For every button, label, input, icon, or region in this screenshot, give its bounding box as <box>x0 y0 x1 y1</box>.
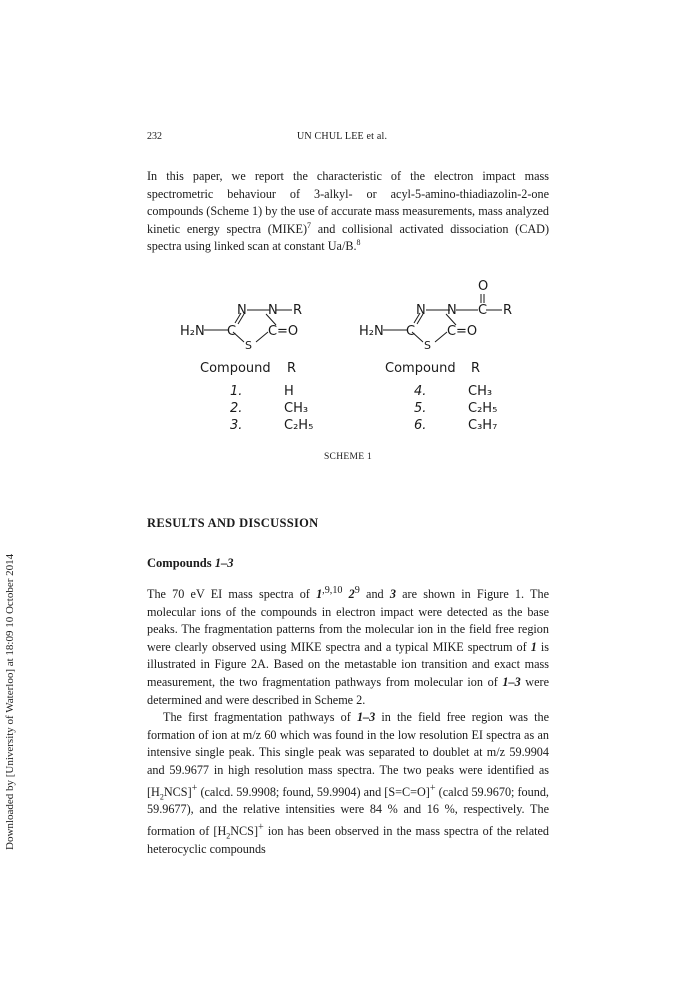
compound-3-id: 3. <box>230 418 243 433</box>
p2-text: The 70 eV EI mass spectra of <box>147 587 317 602</box>
right-amino: H₂N <box>359 324 384 339</box>
p2-text: is illustrated in Figure 2A. Based on the metastable ion transition and exact mass measurement, the two fragmentation pathways from molecular ion of <box>147 639 549 690</box>
download-watermark <box>4 150 18 850</box>
right-ring-r: R <box>503 303 513 318</box>
subheading-label: Compounds <box>147 556 215 570</box>
right-sulfur: S <box>424 339 431 352</box>
compound-ref: 3 <box>389 587 396 602</box>
reference-8: 8 <box>356 238 361 248</box>
compound-5-id: 5. <box>414 401 427 416</box>
scheme-1-structures <box>180 270 540 470</box>
compound-4-id: 4. <box>414 384 427 399</box>
download-watermark-text: Downloaded by [University of Waterloo] at 18:09 10 October 2014 <box>4 553 16 850</box>
left-ring-r: R <box>293 303 303 318</box>
right-carbonyl: =O <box>456 324 478 339</box>
right-ring-n2: N <box>447 303 457 318</box>
running-head: UN CHUL LEE et al. <box>297 131 388 142</box>
citation: 9 <box>354 585 360 596</box>
intro-text-a: In this paper, we report the characteristic of the electron impact mass spectrometric behaviour of 3-alkyl- or acyl-5-amino-thiadiazolin-2-one compounds (Scheme 1) by the use of accurate mass measurements, mass analyzed kinetic energy spectra (MIKE) <box>147 169 549 236</box>
subscript: 2 <box>159 792 164 802</box>
left-ring-n2: N <box>268 303 278 318</box>
compound-ref: 1 <box>316 587 323 602</box>
left-col-r: R <box>287 361 297 376</box>
left-sulfur: S <box>245 339 252 352</box>
compound-ref: 1–3 <box>356 710 376 725</box>
right-c-left: C <box>406 324 416 339</box>
citation: ,9,10 <box>322 585 343 596</box>
compound-ref: 1 <box>530 639 537 654</box>
left-amino: H₂N <box>180 324 205 339</box>
p2-text: were determined and were described in Scheme 2. <box>147 675 549 707</box>
scheme-caption: SCHEME 1 <box>323 452 373 462</box>
paragraph-fragmentation <box>147 709 549 858</box>
paragraph-spectra <box>147 582 549 709</box>
left-col-compound: Compound <box>200 361 271 376</box>
p3-text: NCS] <box>230 823 259 838</box>
charge: + <box>191 782 198 794</box>
compound-1-id: 1. <box>230 384 243 399</box>
p3-text: ion has been observed in the mass spectra of the related heterocyclic compounds <box>147 823 549 856</box>
compound-6-id: 6. <box>414 418 427 433</box>
results-body <box>147 582 549 858</box>
p2-text: are shown in Figure 1. The molecular ions of the compounds in electron impact were detected as the base peaks. The fragmentation patterns from the molecular ion in the field free region were clearly observed using MIKE spectra and a typical MIKE spectrum of <box>147 587 549 654</box>
compound-ref: 2 <box>348 587 355 602</box>
page-number: 232 <box>147 131 162 142</box>
charge: + <box>429 782 436 794</box>
p3-text: NCS] <box>163 784 192 799</box>
right-col-r: R <box>471 361 481 376</box>
p3-text: (calcd 59.9670; found, 59.9677), and the relative intensities were 84 % and 16 %, respectively. The formation of [H <box>147 784 549 838</box>
left-c-right: C <box>268 324 278 339</box>
compound-4-r: CH₃ <box>468 384 493 399</box>
intro-text-b: and collisional activated dissociation (CAD) spectra using linked scan at constant Ua/B. <box>147 221 549 254</box>
scheme-svg <box>180 270 540 450</box>
right-acyl-c: C <box>478 303 488 318</box>
page-header <box>147 131 547 145</box>
left-c-left: C <box>227 324 237 339</box>
p2-text: and <box>359 587 390 602</box>
compound-5-r: C₂H₅ <box>468 401 498 416</box>
compound-6-r: C₃H₇ <box>468 418 498 433</box>
charge: + <box>258 821 264 833</box>
right-col-compound: Compound <box>385 361 456 376</box>
right-ring-n1: N <box>416 303 426 318</box>
p3-text: in the field free region was the formation of ion at m/z 60 which was found in the low resolution EI spectra as an intensive single peak. This single peak was separated to doublet at m/z 59.9904 and 59.9677 in high resolution mass spectra. The two peaks were identified as [H <box>147 710 549 799</box>
right-acyl-oxygen: O <box>478 279 489 294</box>
left-carbonyl: =O <box>277 324 299 339</box>
compound-2-r: CH₃ <box>284 401 309 416</box>
p3-text: The first fragmentation pathways of <box>163 710 357 725</box>
intro-paragraph <box>147 168 549 256</box>
compound-1-r: H <box>284 384 294 399</box>
right-c-right: C <box>447 324 457 339</box>
p3-text: (calcd. 59.9908; found, 59.9904) and [S=C=O] <box>197 784 430 799</box>
left-ring-n1: N <box>237 303 247 318</box>
subscript: 2 <box>226 831 231 841</box>
subheading <box>147 556 234 571</box>
subheading-range: 1–3 <box>214 556 234 570</box>
reference-7: 7 <box>307 220 312 230</box>
compound-ref: 1–3 <box>502 675 521 690</box>
section-heading: RESULTS AND DISCUSSION <box>147 516 319 530</box>
compound-2-id: 2. <box>230 401 243 416</box>
compound-3-r: C₂H₅ <box>284 418 314 433</box>
